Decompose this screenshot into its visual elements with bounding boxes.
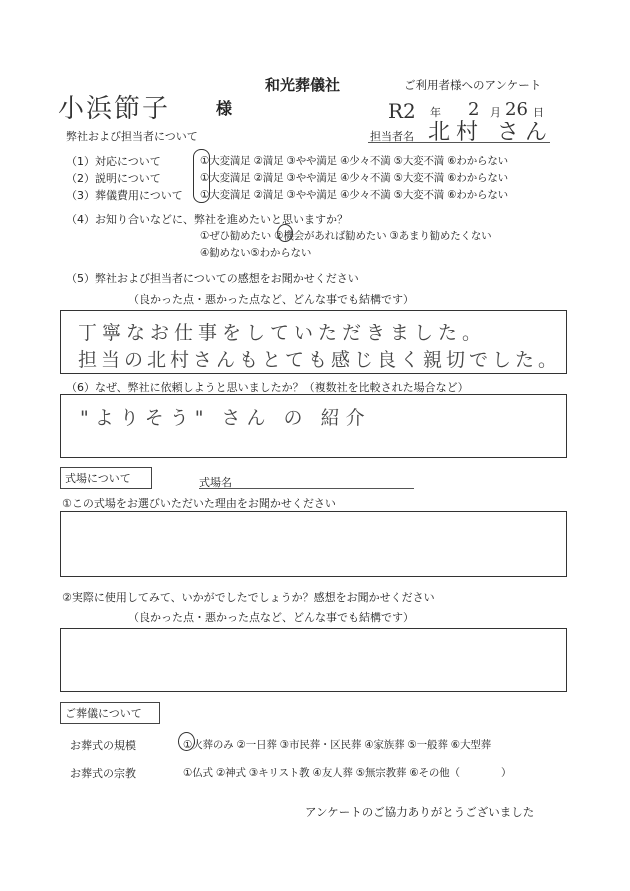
honorific: 様 <box>216 99 233 118</box>
q4-label: （4）お知り合いなどに、弊社を進めたいと思いますか？ <box>66 213 348 226</box>
opt-6[interactable]: ⑥わからない <box>447 189 508 201</box>
opt-1[interactable]: ①大変満足 <box>200 189 251 201</box>
q2-options <box>200 170 508 185</box>
opt-1[interactable]: ①大変満足 <box>200 172 251 184</box>
date-month: 2 <box>468 99 480 120</box>
venue-q2-answer-box[interactable] <box>60 628 567 692</box>
venue-box-label: 式場について <box>60 467 152 489</box>
customer-name: 小浜節子 <box>58 94 171 124</box>
company-name: 和光葬儀社 <box>265 76 341 94</box>
staff-name: 北村 さん <box>428 120 553 145</box>
q4-options-row1 <box>200 228 491 243</box>
q6-label: （6）なぜ、弊社に依頼しようと思いましたか？（複数社を比較された場合など） <box>66 381 469 394</box>
thanks-message: アンケートのご協力ありがとうございました <box>305 805 535 819</box>
opt-5[interactable]: ⑤大変不満 <box>393 172 445 184</box>
opt-4[interactable]: ④少々不満 <box>340 155 391 167</box>
q4-opt-2[interactable]: ②機会があれば勧めたい <box>274 230 387 242</box>
month-suffix: 月 <box>490 106 501 119</box>
date-era-year: R2 <box>388 99 416 123</box>
venue-q2: ②実際に使用してみて、いかがでしたでしょうか？感想をお聞かせください <box>62 591 435 604</box>
opt-1[interactable]: ①大変満足 <box>200 155 251 167</box>
funeral-religion-options[interactable]: ①仏式 ②神式 ③キリスト教 ④友人葬 ⑤無宗教葬 ⑥その他（ ） <box>183 767 512 779</box>
opt-2[interactable]: ②満足 <box>253 189 284 201</box>
opt-4[interactable]: ④少々不満 <box>340 189 391 201</box>
q6-answer: "よりそう" さん の 紹介 <box>80 407 371 429</box>
q5-sub: （良かった点・悪かった点など、どんな事でも結構です） <box>128 293 414 306</box>
selection-mark-q1-q3 <box>193 149 210 203</box>
venue-name-label: 式場名 <box>199 476 232 489</box>
venue-q2-sub: （良かった点・悪かった点など、どんな事でも結構です） <box>128 611 414 624</box>
section-heading: 弊社および担当者について <box>66 130 198 143</box>
funeral-box-label: ご葬儀について <box>60 702 160 724</box>
opt-4[interactable]: ④少々不満 <box>340 172 391 184</box>
q4-opt-5[interactable]: ⑤わからない <box>250 247 312 259</box>
opt-3[interactable]: ③やや満足 <box>286 189 337 201</box>
q4-options-row2 <box>200 245 311 260</box>
q5-label: （5）弊社および担当者についての感想をお聞かせください <box>66 272 359 285</box>
opt-5[interactable]: ⑤大変不満 <box>393 155 445 167</box>
q1-label: （1）対応について <box>66 155 161 168</box>
staff-label: 担当者名 <box>370 130 414 143</box>
opt-3[interactable]: ③やや満足 <box>286 155 337 167</box>
q1-options <box>200 153 508 168</box>
q4-opt-1[interactable]: ①ぜひ勧めたい <box>200 230 272 242</box>
opt-6[interactable]: ⑥わからない <box>447 155 508 167</box>
venue-q1: ①この式場をお選びいただいた理由をお聞かせください <box>62 497 336 510</box>
q2-label: （2）説明について <box>66 172 161 185</box>
survey-title: ご利用者様へのアンケート <box>404 78 542 92</box>
day-suffix: 日 <box>533 106 544 119</box>
funeral-scale-options[interactable]: ①火葬のみ ②一日葬 ③市民葬・区民葬 ④家族葬 ⑤一般葬 ⑥大型葬 <box>183 739 491 751</box>
q3-label: （3）葬儀費用について <box>66 189 183 202</box>
venue-q1-answer-box[interactable] <box>60 511 567 577</box>
opt-5[interactable]: ⑤大変不満 <box>393 189 445 201</box>
funeral-scale-label: お葬式の規模 <box>70 739 136 752</box>
year-suffix: 年 <box>430 106 441 119</box>
q4-opt-3[interactable]: ③あまり勧めたくない <box>389 230 492 242</box>
q4-opt-4[interactable]: ④勧めない <box>200 247 251 259</box>
opt-3[interactable]: ③やや満足 <box>286 172 337 184</box>
q3-options <box>200 187 508 202</box>
q5-answer-line2: 担当の北村さんもとても感じ良く親切でした。 <box>78 349 562 371</box>
q4-selection-mark <box>277 224 293 242</box>
staff-underline <box>368 142 550 143</box>
scale-selection-mark <box>178 732 195 751</box>
venue-name-line[interactable] <box>199 488 414 489</box>
funeral-religion-label: お葬式の宗教 <box>70 767 136 780</box>
q5-answer-line1: 丁寧なお仕事をしていただきました。 <box>78 322 487 344</box>
date-day: 26 <box>505 99 528 120</box>
opt-6[interactable]: ⑥わからない <box>447 172 508 184</box>
opt-2[interactable]: ②満足 <box>253 172 284 184</box>
opt-2[interactable]: ②満足 <box>253 155 284 167</box>
